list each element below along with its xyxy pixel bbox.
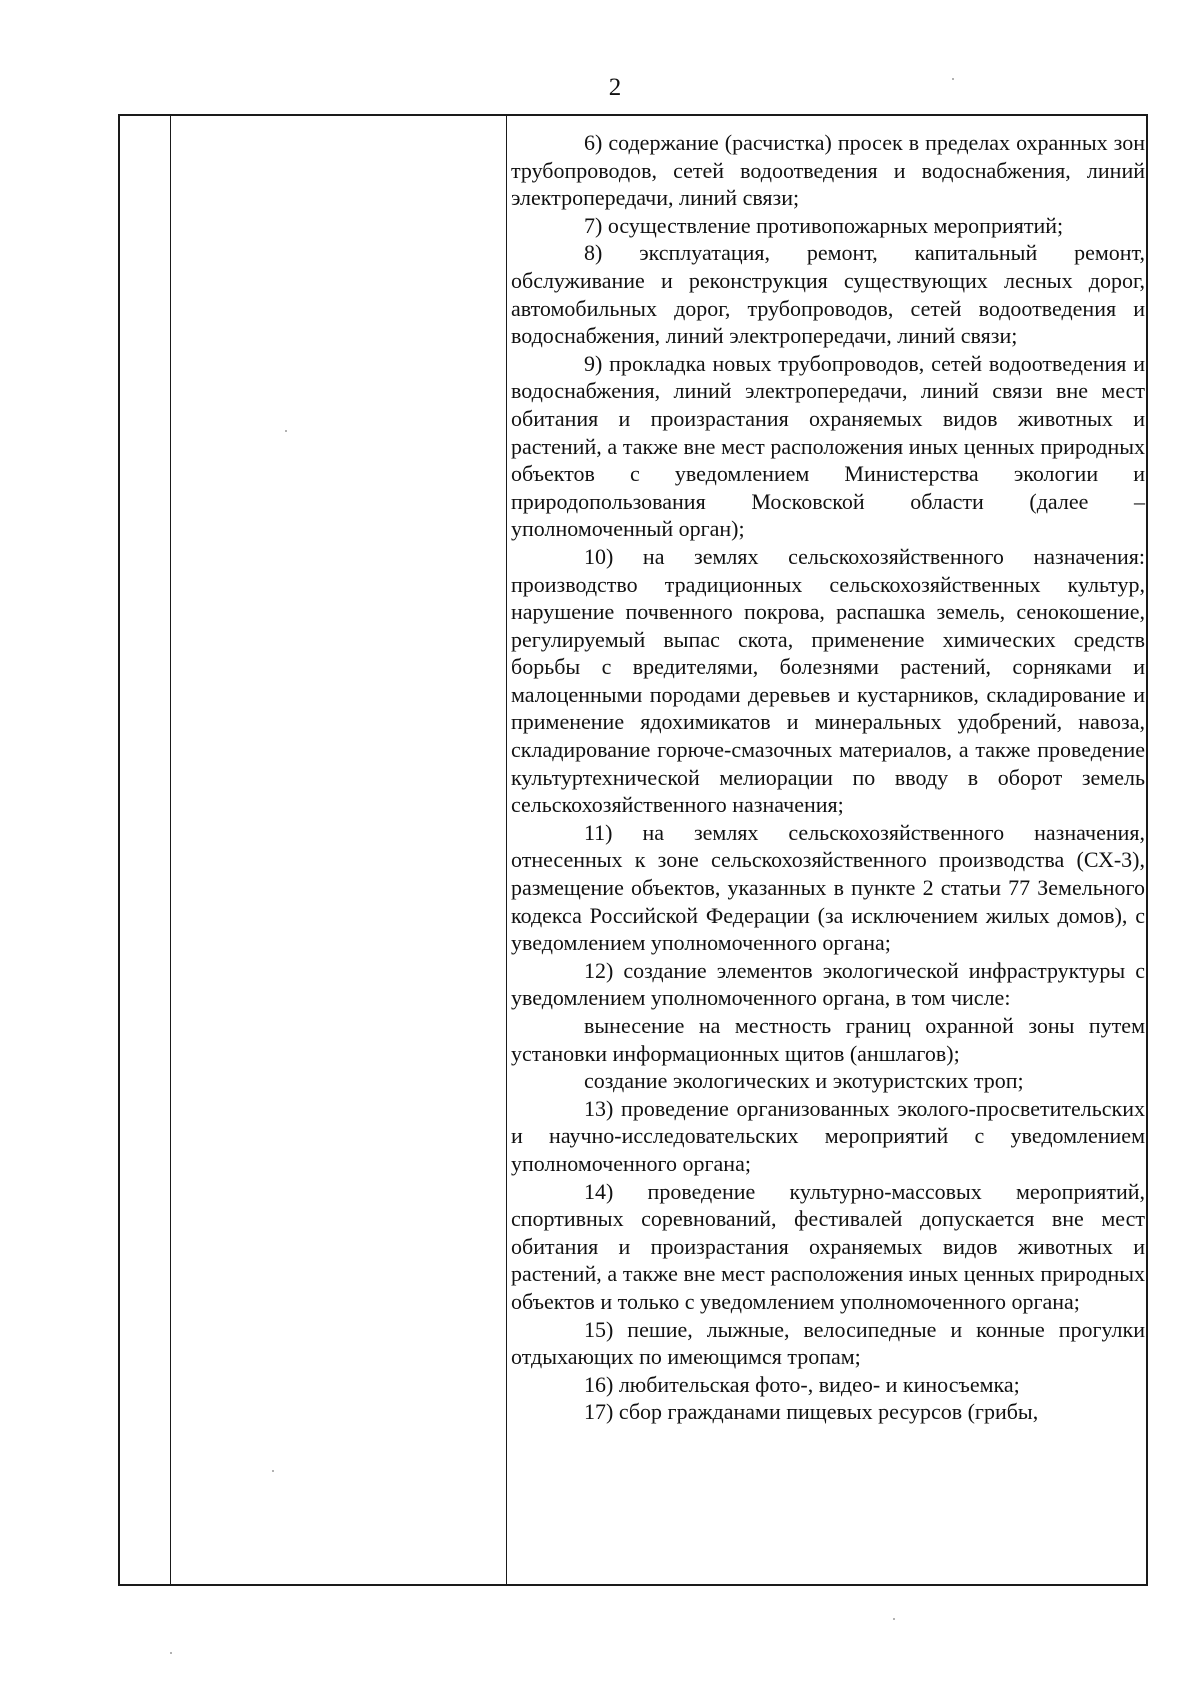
document-table	[118, 114, 1148, 1586]
list-item-17: 17) сбор гражданами пищевых ресурсов (грибы,	[584, 1399, 1039, 1425]
table-column-divider-1	[170, 116, 171, 1584]
list-item-6: 6) содержание (расчистка) просек в пределах охранных зон трубопроводов, сетей водоотведения и водоснабжения, линий электропередачи, линий связи;	[511, 130, 1145, 211]
scan-speck	[285, 430, 287, 432]
list-item-8: 8) эксплуатация, ремонт, капитальный ремонт, обслуживание и реконструкция существующих лесных дорог, автомобильных дорог, трубопроводов, сетей водоотведения и водоснабжения, линий электропередачи, линий связи;	[511, 240, 1145, 349]
list-item-16: 16) любительская фото-, видео- и киносъемка;	[584, 1371, 1020, 1397]
scan-speck	[170, 1652, 172, 1654]
list-item-13: 13) проведение организованных эколого-просветительских и научно-исследовательских мероприятий с уведомлением уполномоченного органа;	[511, 1095, 1145, 1176]
list-item-12-sub-2: создание экологических и экотуристских троп;	[584, 1068, 1024, 1094]
scan-speck	[272, 1470, 274, 1472]
list-item-12-sub-1: вынесение на местность границ охранной зоны путем установки информационных щитов (аншлагов);	[511, 1013, 1145, 1066]
list-item-14: 14) проведение культурно-массовых мероприятий, спортивных соревнований, фестивалей допускается вне мест обитания и произрастания охраняемых видов животных и растений, а также вне мест расположения иных ценных природных объектов и только с уведомлением уполномоченного органа;	[511, 1178, 1145, 1314]
list-item-10: 10) на землях сельскохозяйственного назначения: производство традиционных сельскохозяйственных культур, нарушение почвенного покрова, распашка земель, сенокошение, регулируемый выпас скота, применение химических средств борьбы с вредителями, болезнями растений, сорняками и малоценными породами деревьев и кустарников, складирование и применение ядохимикатов и минеральных удобрений, навоза, складирование горюче-смазочных материалов, а также проведение культуртехнической мелиорации по вводу в оборот земель сельскохозяйственного назначения;	[511, 543, 1145, 818]
scan-speck	[893, 1618, 895, 1620]
list-item-7: 7) осуществление противопожарных мероприятий;	[584, 212, 1064, 238]
list-item-15: 15) пешие, лыжные, велосипедные и конные прогулки отдыхающих по имеющимся тропам;	[511, 1316, 1145, 1370]
list-item-12: 12) создание элементов экологической инфраструктуры с уведомлением уполномоченного органа, в том числе:	[511, 957, 1145, 1011]
table-text-cell	[511, 129, 1145, 1426]
scan-speck	[952, 78, 954, 80]
page-number: 2	[608, 74, 622, 101]
list-item-11: 11) на землях сельскохозяйственного назначения, отнесенных к зоне сельскохозяйственного производства (СХ-3), размещение объектов, указанных в пункте 2 статьи 77 Земельного кодекса Российской Федерации (за исключением жилых домов), с уведомлением уполномоченного органа;	[511, 819, 1145, 956]
list-item-9: 9) прокладка новых трубопроводов, сетей водоотведения и водоснабжения, линий электропередачи, линий связи вне мест обитания и произрастания охраняемых видов животных и растений, а также вне мест расположения иных ценных природных объектов с уведомлением Министерства экологии и природопользования Московской области (далее – уполномоченный орган);	[511, 350, 1145, 542]
table-column-divider-2	[506, 116, 507, 1584]
